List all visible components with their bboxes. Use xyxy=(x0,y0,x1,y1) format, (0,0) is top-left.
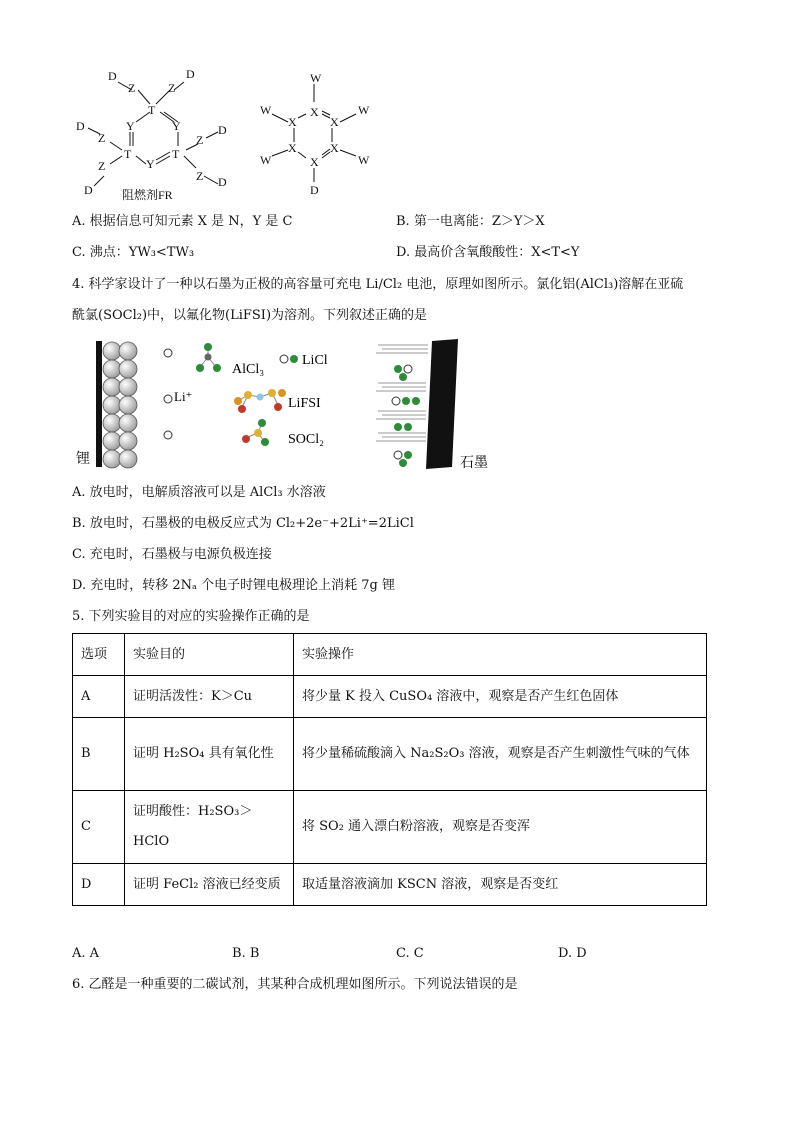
atom-d-label: D xyxy=(218,123,227,137)
atom-d-label: D xyxy=(108,69,117,83)
intercalated-species xyxy=(392,365,420,467)
q4-stem-line1: 4. 科学家设计了一种以石墨为正极的高容量可充电 Li/Cl₂ 电池，原理如图所示。氯化铝(AlCl₃)溶解在亚硫 xyxy=(72,277,684,292)
atom-d-label: D xyxy=(84,183,93,197)
atom-t-label: T xyxy=(172,147,180,161)
atom-w-label: W xyxy=(260,153,272,167)
licl-label: LiCl xyxy=(302,353,328,368)
row-goal: 证明 H₂SO₄ 具有氧化性 xyxy=(125,718,294,791)
table-row xyxy=(73,718,707,791)
header-goal: 实验目的 xyxy=(125,634,294,676)
atom-x-label: X xyxy=(310,105,319,119)
row-goal: 证明活泼性：K＞Cu xyxy=(125,676,294,718)
graphite-layers xyxy=(376,345,428,441)
atom-z-label: Z xyxy=(168,81,176,95)
row-option: A xyxy=(73,676,125,718)
atom-z-label: Z xyxy=(98,159,106,173)
q4-option-c: C. 充电时，石墨极与电源负极连接 xyxy=(72,547,272,562)
row-operation: 将少量 K 投入 CuSO₄ 溶液中，观察是否产生红色固体 xyxy=(294,676,707,718)
atom-d-label: D xyxy=(218,175,227,189)
atom-w-label: W xyxy=(358,103,370,117)
row-option: D xyxy=(73,864,125,906)
atom-z-label: Z xyxy=(98,131,106,145)
graphite-electrode xyxy=(426,339,458,469)
lithium-electrode-bar xyxy=(96,341,102,467)
anode-label: 锂 xyxy=(76,452,90,467)
socl2-molecule xyxy=(242,419,269,446)
cathode-label: 石墨 xyxy=(460,456,488,471)
row-operation: 取适量溶液滴加 KSCN 溶液，观察是否变红 xyxy=(294,864,707,906)
li-ion-marker xyxy=(164,349,172,357)
q5-answer-a: A. A xyxy=(72,946,100,961)
table-row xyxy=(73,791,707,864)
q3-option-a: A. 根据信息可知元素 X 是 N，Y 是 C xyxy=(72,214,293,229)
atom-x-label: X xyxy=(330,115,339,129)
q4-option-d: D. 充电时，转移 2Nₐ 个电子时锂电极理论上消耗 7g 锂 xyxy=(72,578,396,593)
row-goal: 证明酸性：H₂SO₃＞HClO xyxy=(125,791,294,864)
q4-option-b: B. 放电时，石墨极的电极反应式为 Cl₂+2e⁻+2Li⁺=2LiCl xyxy=(72,516,414,531)
q3-option-d: D. 最高价含氧酸酸性：X<T<Y xyxy=(396,245,580,260)
atom-y-label: Y xyxy=(126,119,135,133)
molecule-figures xyxy=(60,60,390,210)
atom-w-label: W xyxy=(358,153,370,167)
atom-d-label: D xyxy=(76,119,85,133)
fr-caption: 阻燃剂FR xyxy=(122,188,173,202)
header-operation: 实验操作 xyxy=(294,634,707,676)
row-option: B xyxy=(73,718,125,791)
atom-x-label: X xyxy=(288,141,297,155)
atom-x-label: X xyxy=(288,115,297,129)
q6-stem: 6. 乙醛是一种重要的二碳试剂，其某种合成机理如图所示。下列说法错误的是 xyxy=(72,977,518,992)
table-row xyxy=(73,864,707,906)
q5-answer-b: B. B xyxy=(232,946,260,961)
atom-y-label: Y xyxy=(146,157,155,171)
atom-w-label: W xyxy=(260,103,272,117)
socl2-label: SOCl₂ xyxy=(288,432,325,447)
row-operation: 将 SO₂ 通入漂白粉溶液，观察是否变浑 xyxy=(294,791,707,864)
licl-li-atom xyxy=(280,355,288,363)
q3-option-b: B. 第一电离能：Z＞Y＞X xyxy=(396,214,545,229)
lifsi-molecule xyxy=(234,389,286,413)
atom-x-label: X xyxy=(310,155,319,169)
lithium-atom-stack xyxy=(103,342,137,468)
q3-option-c: C. 沸点：YW₃<TW₃ xyxy=(72,245,195,260)
licl-cl-atom xyxy=(290,355,298,363)
atom-z-label: Z xyxy=(196,133,204,147)
q5-answer-c: C. C xyxy=(396,946,424,961)
row-operation: 将少量稀硫酸滴入 Na₂S₂O₃ 溶液，观察是否产生刺激性气味的气体 xyxy=(294,718,707,791)
table-header-row xyxy=(73,634,707,676)
table-row xyxy=(73,676,707,718)
atom-t-label: T xyxy=(124,147,132,161)
header-option: 选项 xyxy=(73,634,125,676)
alcl3-label: AlCl₃ xyxy=(232,362,265,377)
atom-y-label: Y xyxy=(172,119,181,133)
li-ion-label: Li⁺ xyxy=(174,389,193,404)
atom-d-label: D xyxy=(310,183,319,197)
row-goal: 证明 FeCl₂ 溶液已经变质 xyxy=(125,864,294,906)
alcl3-molecule xyxy=(196,343,221,372)
q5-stem: 5. 下列实验目的对应的实验操作正确的是 xyxy=(72,609,310,624)
row-option: C xyxy=(73,791,125,864)
atom-d-label: D xyxy=(186,67,195,81)
q4-option-a: A. 放电时，电解质溶液可以是 AlCl₃ 水溶液 xyxy=(72,485,326,500)
battery-figure xyxy=(72,335,502,475)
atom-x-label: X xyxy=(330,141,339,155)
q5-answer-d: D. D xyxy=(558,946,587,961)
atom-w-label: W xyxy=(310,71,322,85)
li-ion-marker xyxy=(164,395,172,403)
atom-z-label: Z xyxy=(196,169,204,183)
q4-stem-line2: 酰氯(SOCl₂)中，以氟化物(LiFSI)为溶剂。下列叙述正确的是 xyxy=(72,308,428,323)
li-ion-marker xyxy=(164,431,172,439)
atom-z-label: Z xyxy=(128,81,136,95)
lifsi-label: LiFSI xyxy=(288,396,321,411)
atom-t-label: T xyxy=(148,103,156,117)
experiment-table xyxy=(72,633,707,906)
